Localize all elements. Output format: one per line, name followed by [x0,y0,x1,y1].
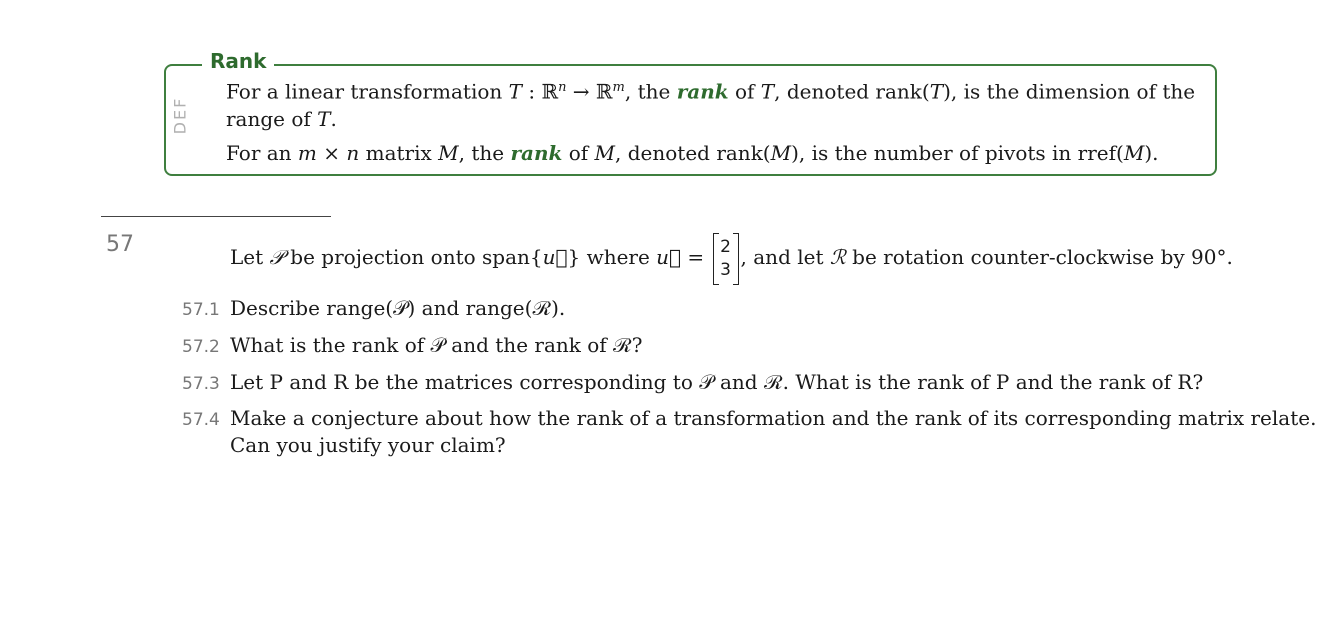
definition-label: DEF [170,96,190,135]
subquestion-number: 57.3 [182,374,220,394]
vector-entry-2: 3 [720,259,731,280]
subquestion-text: Let P and R be the matrices corresponding to 𝒫 and ℛ. What is the rank of P and the rank of R? [230,370,1204,394]
section-divider [101,216,331,217]
definition-title: Rank [202,48,274,74]
subquestion-number: 57.4 [182,410,220,430]
subquestion-number: 57.1 [182,300,220,320]
vector-entry-1: 2 [720,236,731,257]
subquestion [182,332,642,361]
subquestion-number: 57.2 [182,337,220,357]
subquestion-text-continued: Can you justify your claim? [230,433,506,457]
subquestion-text: Make a conjecture about how the rank of a transformation and the rank of its corresponding matrix relate. [230,406,1317,430]
rank-term: rank [510,141,563,165]
subquestion [182,369,1203,398]
problem-number: 57 [106,232,134,257]
problem-stem: Let 𝒫 be projection onto span{u⃗} where u⃗ = 2 3 , and let ℛ be rotation counter-clockwise by 90°. [230,230,1233,285]
definition-paragraph-1: For a linear transformation T : ℝ$^n$ → ℝ$^m$, the rank of T, denoted rank(T), is the dimension of the range of T. [226,79,1196,131]
subquestion [182,405,1316,459]
subquestion-text: What is the rank of 𝒫 and the rank of ℛ? [230,333,643,357]
column-vector [713,233,739,285]
definition-paragraph-2: For an m × n matrix M, the rank of M, denoted rank(M), is the number of pivots in rref(M). [226,141,1159,165]
subquestion-text: Describe range(𝒫) and range(ℛ). [230,296,566,320]
subquestion [182,295,565,324]
rank-term: rank [676,79,729,104]
